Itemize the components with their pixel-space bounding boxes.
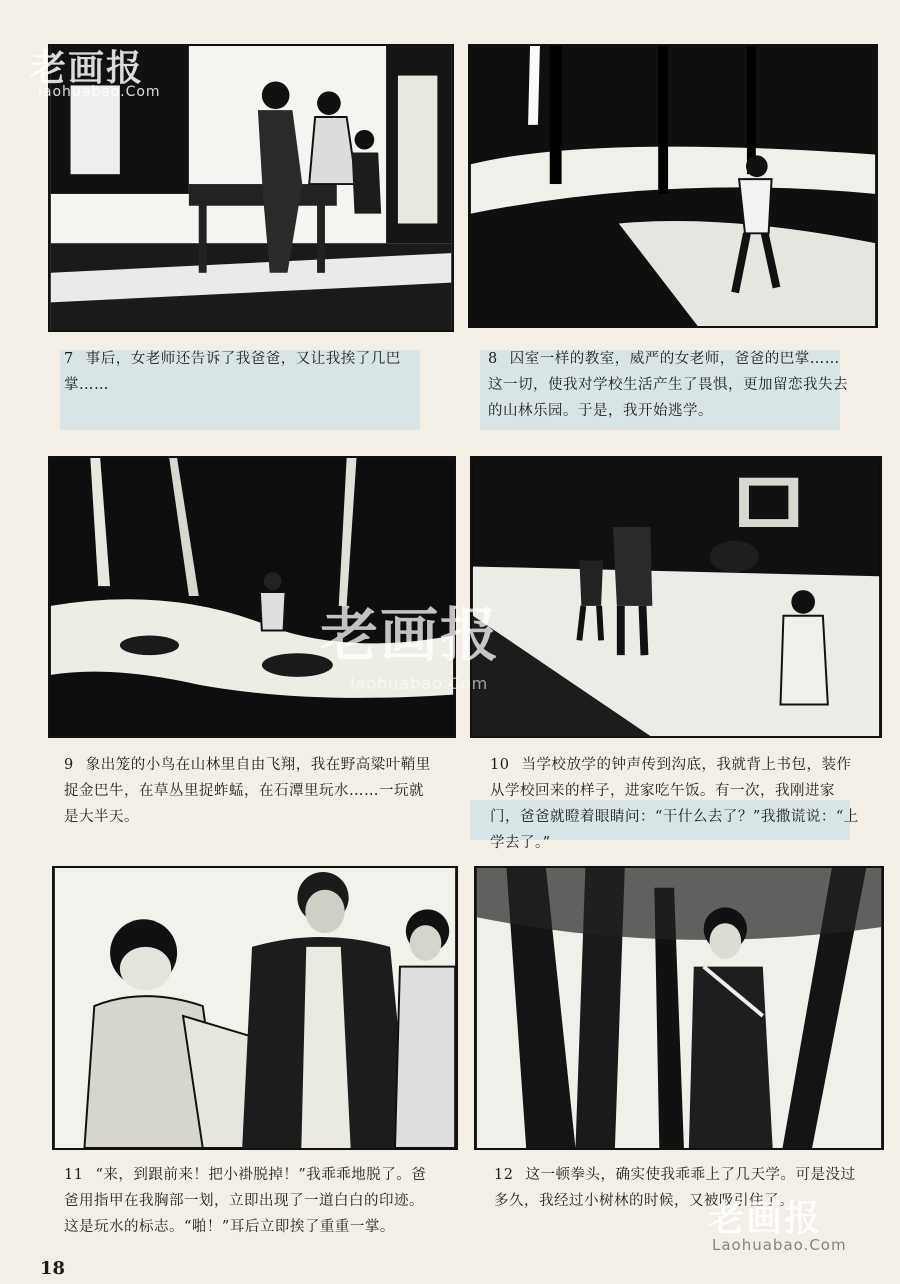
caption-text: 事后，女老师还告诉了我爸爸，又让我挨了几巴掌…… bbox=[64, 351, 401, 393]
panel-number: 11 bbox=[64, 1167, 84, 1183]
panel-number: 10 bbox=[490, 757, 510, 773]
comic-panel-10 bbox=[470, 456, 882, 738]
panel-number: 7 bbox=[64, 351, 74, 367]
panel-number: 8 bbox=[488, 351, 498, 367]
watermark-url: laohuabao.Com bbox=[38, 84, 161, 100]
caption-text: 囚室一样的教室，威严的女老师，爸爸的巴掌……这一切，使我对学校生活产生了畏惧，更加留恋我失去的山林乐园。于是，我开始逃学。 bbox=[488, 351, 848, 419]
watermark-logo: 老画报 bbox=[708, 1198, 823, 1239]
watermark-url: Laohuabao.Com bbox=[712, 1236, 847, 1254]
caption-9 bbox=[64, 752, 436, 830]
caption-10 bbox=[490, 752, 860, 856]
caption-text: 当学校放学的钟声传到沟底，我就背上书包，装作从学校回来的样子，进家吃午饭。有一次，我刚进家门，爸爸就瞪着眼睛问：“干什么去了？”我撒谎说：“上学去了。” bbox=[490, 757, 859, 851]
watermark-url: laohuabao.Com bbox=[350, 674, 489, 693]
watermark-logo: 老画报 bbox=[30, 48, 145, 89]
illustration-father-questioning bbox=[472, 458, 880, 736]
caption-text: 象出笼的小鸟在山林里自由飞翔，我在野高粱叶鞘里捉金巴牛，在草丛里捉蚱蜢，在石潭里玩水……一玩就是大半天。 bbox=[64, 757, 431, 825]
panel-number: 9 bbox=[64, 757, 74, 773]
caption-text: 这一顿拳头，确实使我乖乖上了几天学。可是没过多久，我经过小树林的时候，又被吸引住了。 bbox=[494, 1167, 856, 1209]
panel-number: 12 bbox=[494, 1167, 514, 1183]
caption-text: “来，到跟前来！把小褂脱掉！”我乖乖地脱了。爸爸用指甲在我胸部一划，立即出现了一道白白的印迹。这是玩水的标志。“啪！”耳后立即挨了重重一掌。 bbox=[64, 1167, 427, 1235]
caption-7 bbox=[64, 346, 432, 398]
comic-panel-12 bbox=[474, 866, 884, 1150]
illustration-boy-removing-shirt bbox=[54, 868, 456, 1148]
caption-11 bbox=[64, 1162, 436, 1240]
comic-panel-11 bbox=[52, 866, 458, 1150]
page-number: 18 bbox=[40, 1258, 66, 1279]
watermark-logo: 老画报 bbox=[320, 601, 501, 669]
caption-8 bbox=[488, 346, 852, 424]
illustration-boy-running-forest bbox=[470, 46, 876, 326]
comic-panel-8 bbox=[468, 44, 878, 328]
illustration-boy-in-woods bbox=[476, 868, 882, 1148]
